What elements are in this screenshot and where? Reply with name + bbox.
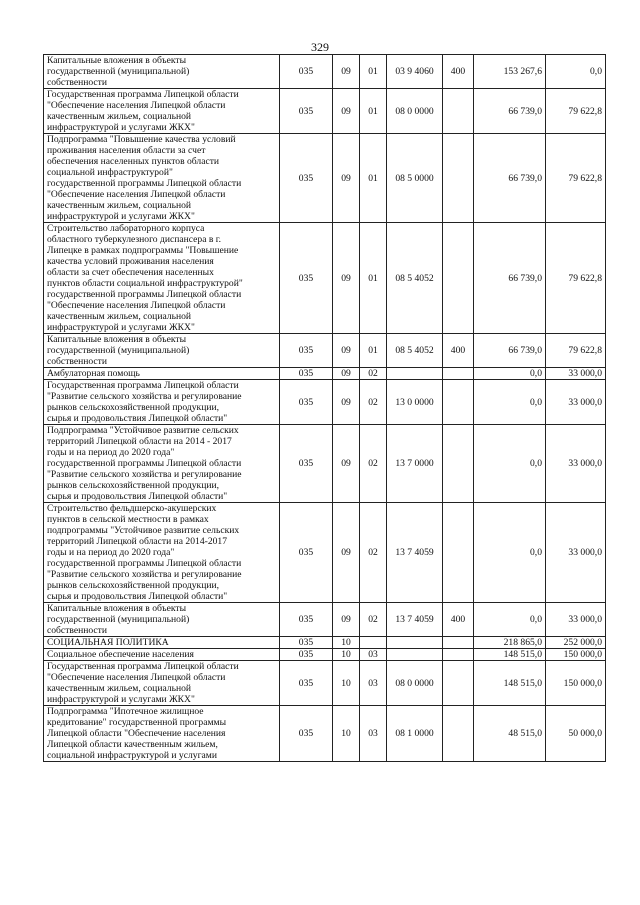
table-row xyxy=(44,55,606,89)
admin-code: 035 xyxy=(280,380,333,425)
row-name: Капитальные вложения в объекты государственной (муниципальной) собственности xyxy=(44,603,280,637)
expense-type xyxy=(443,649,474,661)
budget-table xyxy=(43,54,606,762)
amount-year-2: 33 000,0 xyxy=(546,368,606,380)
target-article: 08 5 4052 xyxy=(387,223,443,334)
table-row xyxy=(44,134,606,223)
amount-year-1: 66 739,0 xyxy=(474,134,546,223)
row-name: Подпрограмма "Ипотечное жилищное кредитование" государственной программы Липецкой области "Обеспечение населения Липецкой области качественным жильем, социальной инфраструктурой и услугами xyxy=(44,706,280,762)
section-code: 09 xyxy=(333,223,360,334)
table-row xyxy=(44,661,606,706)
row-name: Социальное обеспечение населения xyxy=(44,649,280,661)
table-row xyxy=(44,503,606,603)
amount-year-2: 150 000,0 xyxy=(546,661,606,706)
target-article: 13 7 0000 xyxy=(387,425,443,503)
expense-type: 400 xyxy=(443,55,474,89)
expense-type xyxy=(443,134,474,223)
row-name: Подпрограмма "Устойчивое развитие сельских территорий Липецкой области на 2014 - 2017 годы и на период до 2020 года" государственной программы Липецкой области "Развитие сельского хозяйства и регулирование рынков сельскохозяйственной продукции, сырья и продовольствия Липецкой области" xyxy=(44,425,280,503)
table-row xyxy=(44,368,606,380)
admin-code: 035 xyxy=(280,661,333,706)
amount-year-2: 79 622,8 xyxy=(546,334,606,368)
amount-year-1: 0,0 xyxy=(474,425,546,503)
amount-year-1: 66 739,0 xyxy=(474,89,546,134)
admin-code: 035 xyxy=(280,637,333,649)
target-article: 13 7 4059 xyxy=(387,603,443,637)
target-article: 03 9 4060 xyxy=(387,55,443,89)
expense-type xyxy=(443,89,474,134)
admin-code: 035 xyxy=(280,368,333,380)
row-name: Капитальные вложения в объекты государственной (муниципальной) собственности xyxy=(44,55,280,89)
amount-year-2: 50 000,0 xyxy=(546,706,606,762)
amount-year-2: 79 622,8 xyxy=(546,223,606,334)
table-row xyxy=(44,706,606,762)
target-article: 08 5 0000 xyxy=(387,134,443,223)
table-row xyxy=(44,89,606,134)
target-article: 08 0 0000 xyxy=(387,661,443,706)
expense-type xyxy=(443,637,474,649)
subsection-code: 03 xyxy=(360,649,387,661)
table-row xyxy=(44,637,606,649)
row-name: Строительство лабораторного корпуса областного туберкулезного диспансера в г. Липецке в рамках подпрограммы "Повышение качества условий проживания населения области за счет обеспечения населенных пунктов области социальной инфраструктурой" государственной программы Липецкой области "Обеспечение населения Липецкой области качественным жильем, социальной инфраструктурой и услугами ЖКХ" xyxy=(44,223,280,334)
expense-type xyxy=(443,425,474,503)
expense-type: 400 xyxy=(443,603,474,637)
amount-year-2: 150 000,0 xyxy=(546,649,606,661)
table-row xyxy=(44,380,606,425)
row-name: Капитальные вложения в объекты государственной (муниципальной) собственности xyxy=(44,334,280,368)
expense-type xyxy=(443,223,474,334)
row-name: Государственная программа Липецкой области "Обеспечение населения Липецкой области качественным жильем, социальной инфраструктурой и услугами ЖКХ" xyxy=(44,661,280,706)
subsection-code xyxy=(360,637,387,649)
table-row xyxy=(44,223,606,334)
admin-code: 035 xyxy=(280,89,333,134)
target-article xyxy=(387,637,443,649)
subsection-code: 02 xyxy=(360,380,387,425)
row-name: Государственная программа Липецкой области "Обеспечение населения Липецкой области качественным жильем, социальной инфраструктурой и услугами ЖКХ" xyxy=(44,89,280,134)
section-code: 09 xyxy=(333,368,360,380)
amount-year-1: 148 515,0 xyxy=(474,661,546,706)
target-article: 13 0 0000 xyxy=(387,380,443,425)
subsection-code: 01 xyxy=(360,334,387,368)
admin-code: 035 xyxy=(280,425,333,503)
amount-year-2: 0,0 xyxy=(546,55,606,89)
row-name: Строительство фельдшерско-акушерских пунктов в сельской местности в рамках подпрограммы "Устойчивое развитие сельских территорий Липецкой области на 2014-2017 годы и на период до 2020 года" государственной программы Липецкой области "Развитие сельского хозяйства и регулирование рынков сельскохозяйственной продукции, сырья и продовольствия Липецкой области" xyxy=(44,503,280,603)
admin-code: 035 xyxy=(280,603,333,637)
section-code: 10 xyxy=(333,706,360,762)
section-code: 09 xyxy=(333,134,360,223)
section-code: 09 xyxy=(333,334,360,368)
target-article: 08 5 4052 xyxy=(387,334,443,368)
subsection-code: 02 xyxy=(360,368,387,380)
amount-year-1: 48 515,0 xyxy=(474,706,546,762)
amount-year-1: 0,0 xyxy=(474,380,546,425)
section-code: 09 xyxy=(333,55,360,89)
row-name: Амбулаторная помощь xyxy=(44,368,280,380)
target-article xyxy=(387,649,443,661)
amount-year-2: 252 000,0 xyxy=(546,637,606,649)
amount-year-2: 33 000,0 xyxy=(546,425,606,503)
section-code: 09 xyxy=(333,503,360,603)
target-article: 08 1 0000 xyxy=(387,706,443,762)
subsection-code: 01 xyxy=(360,55,387,89)
amount-year-2: 33 000,0 xyxy=(546,503,606,603)
table-row xyxy=(44,603,606,637)
subsection-code: 03 xyxy=(360,661,387,706)
target-article: 08 0 0000 xyxy=(387,89,443,134)
admin-code: 035 xyxy=(280,706,333,762)
row-name: СОЦИАЛЬНАЯ ПОЛИТИКА xyxy=(44,637,280,649)
subsection-code: 01 xyxy=(360,223,387,334)
admin-code: 035 xyxy=(280,55,333,89)
section-code: 10 xyxy=(333,649,360,661)
amount-year-2: 33 000,0 xyxy=(546,380,606,425)
amount-year-2: 33 000,0 xyxy=(546,603,606,637)
subsection-code: 03 xyxy=(360,706,387,762)
amount-year-1: 0,0 xyxy=(474,368,546,380)
expense-type xyxy=(443,368,474,380)
table-row xyxy=(44,649,606,661)
admin-code: 035 xyxy=(280,334,333,368)
expense-type: 400 xyxy=(443,334,474,368)
table-row xyxy=(44,425,606,503)
admin-code: 035 xyxy=(280,223,333,334)
expense-type xyxy=(443,380,474,425)
amount-year-1: 0,0 xyxy=(474,603,546,637)
section-code: 09 xyxy=(333,425,360,503)
amount-year-1: 148 515,0 xyxy=(474,649,546,661)
amount-year-1: 153 267,6 xyxy=(474,55,546,89)
amount-year-1: 0,0 xyxy=(474,503,546,603)
expense-type xyxy=(443,661,474,706)
amount-year-1: 218 865,0 xyxy=(474,637,546,649)
admin-code: 035 xyxy=(280,503,333,603)
section-code: 09 xyxy=(333,603,360,637)
amount-year-2: 79 622,8 xyxy=(546,89,606,134)
section-code: 09 xyxy=(333,380,360,425)
subsection-code: 01 xyxy=(360,134,387,223)
section-code: 10 xyxy=(333,661,360,706)
page-number: 329 xyxy=(311,40,329,54)
expense-type xyxy=(443,706,474,762)
row-name: Подпрограмма "Повышение качества условий проживания населения области за счет обеспечения населенных пунктов области социальной инфраструктурой" государственной программы Липецкой области "Обеспечение населения Липецкой области качественным жильем, социальной инфраструктурой и услугами ЖКХ" xyxy=(44,134,280,223)
amount-year-1: 66 739,0 xyxy=(474,334,546,368)
admin-code: 035 xyxy=(280,134,333,223)
subsection-code: 02 xyxy=(360,503,387,603)
subsection-code: 01 xyxy=(360,89,387,134)
amount-year-2: 79 622,8 xyxy=(546,134,606,223)
target-article: 13 7 4059 xyxy=(387,503,443,603)
subsection-code: 02 xyxy=(360,425,387,503)
section-code: 09 xyxy=(333,89,360,134)
target-article xyxy=(387,368,443,380)
subsection-code: 02 xyxy=(360,603,387,637)
table-row xyxy=(44,334,606,368)
expense-type xyxy=(443,503,474,603)
amount-year-1: 66 739,0 xyxy=(474,223,546,334)
row-name: Государственная программа Липецкой области "Развитие сельского хозяйства и регулирование рынков сельскохозяйственной продукции, сырья и продовольствия Липецкой области" xyxy=(44,380,280,425)
section-code: 10 xyxy=(333,637,360,649)
admin-code: 035 xyxy=(280,649,333,661)
